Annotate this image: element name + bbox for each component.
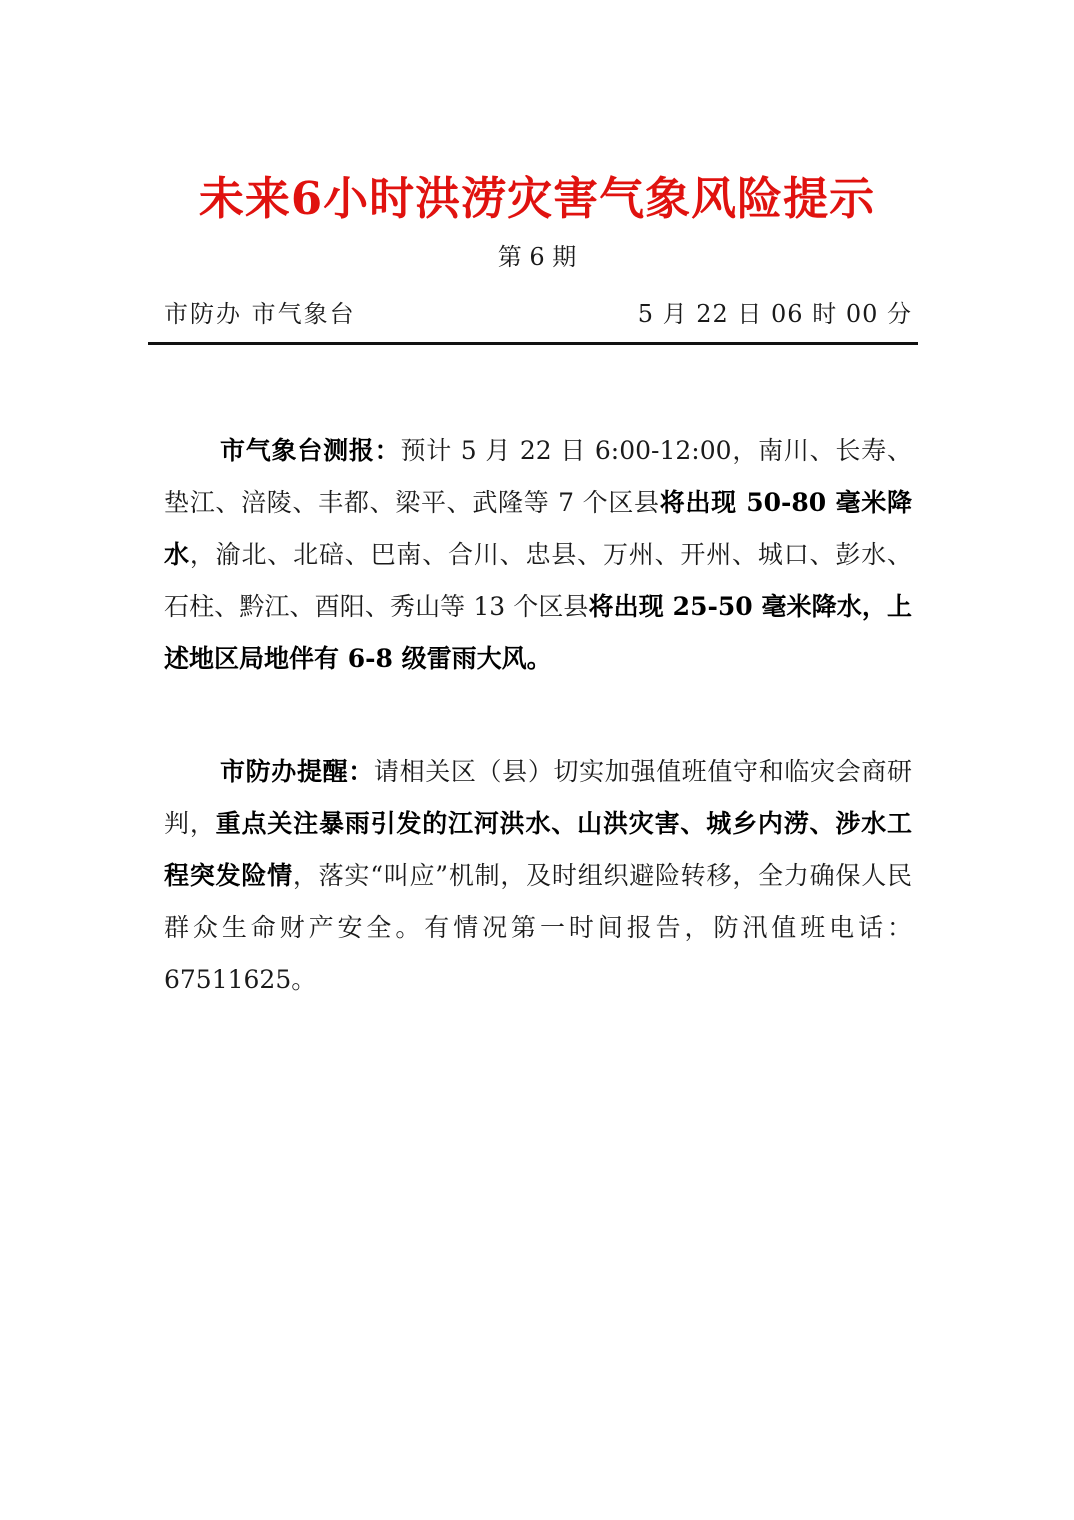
issue-number: 第 6 期 (497, 243, 577, 271)
header-divider (148, 342, 918, 345)
issue-datetime: 5 月 22 日 06 时 00 分 (637, 300, 912, 328)
document-title: 未来6小时洪涝灾害气象风险提示 (198, 172, 876, 225)
forecast-bold-1: 将出现 50-80 毫米降水 (164, 488, 912, 569)
issuing-agencies: 市防办 市气象台 (164, 300, 356, 328)
reminder-lead: 市防办提醒： (220, 757, 374, 786)
hotline-phone: 67511625 (164, 965, 292, 994)
reminder-text-1: 请相关区（县）切实加强值班值守和临灾会商研判， (164, 757, 912, 838)
issuer-row (164, 294, 912, 334)
forecast-bold-2: 将出现 25-50 毫米降水，上述地区局地伴有 6-8 级雷雨大风。 (164, 592, 912, 673)
reminder-text-3: 。 (291, 965, 317, 994)
forecast-lead: 市气象台测报： (220, 436, 401, 465)
forecast-paragraph (164, 425, 912, 685)
reminder-text-2: ，落实“叫应”机制，及时组织避险转移，全力确保人民群众生命财产安全。有情况第一时间报告，防汛值班电话： (164, 861, 912, 942)
forecast-text-2: ，渝北、北碚、巴南、合川、忠县、万州、开州、城口、彭水、石柱、黔江、酉阳、秀山等 13 个区县 (164, 540, 912, 621)
reminder-paragraph (164, 746, 912, 1006)
forecast-text-1: 预计 5 月 22 日 6:00-12:00，南川、长寿、垫江、涪陵、丰都、梁平、武隆等 7 个区县 (164, 436, 912, 517)
reminder-bold-1: 重点关注暴雨引发的江河洪水、山洪灾害、城乡内涝、涉水工程突发险情 (164, 809, 912, 890)
